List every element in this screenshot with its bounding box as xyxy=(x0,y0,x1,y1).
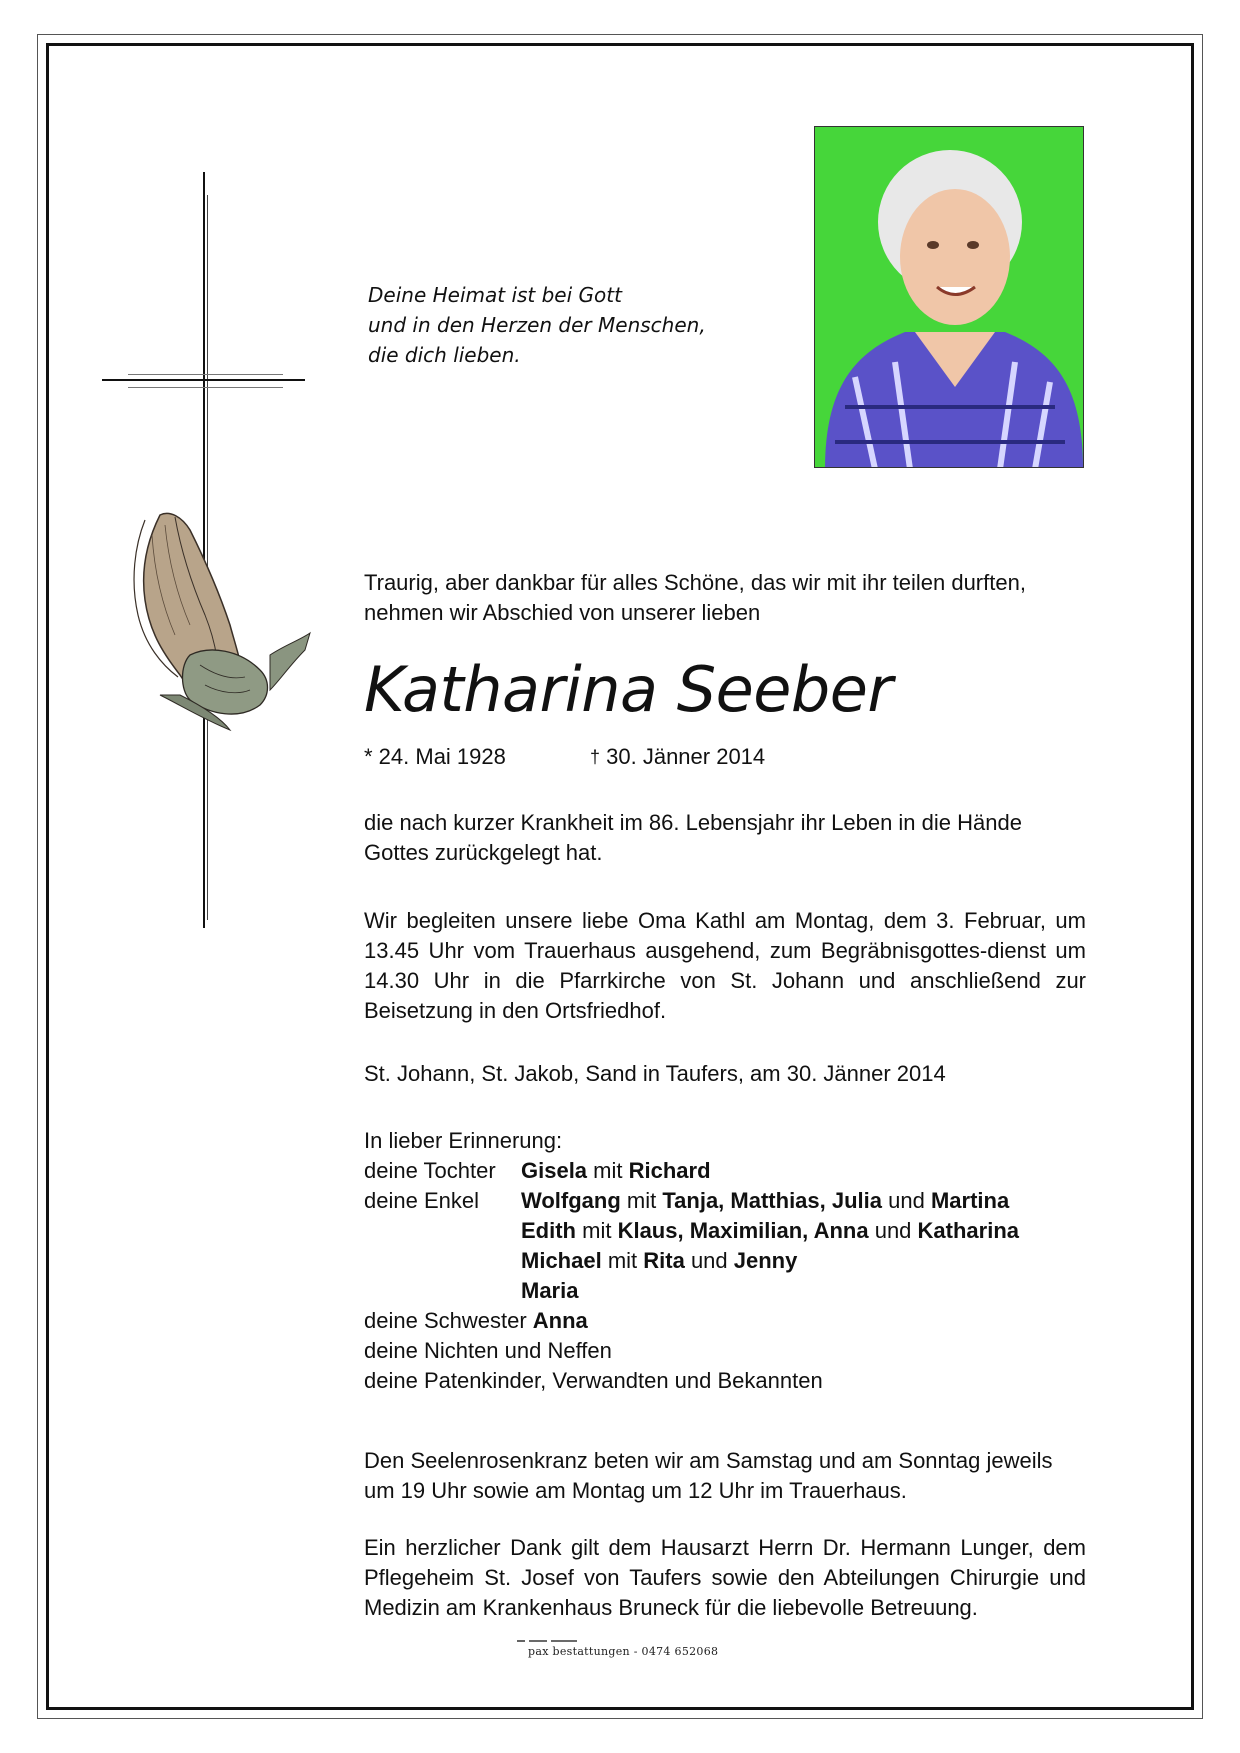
mourner-row-nichten: deine Nichten und Neffen xyxy=(364,1338,612,1363)
portrait-photo xyxy=(814,126,1084,468)
rosary-line: um 19 Uhr sowie am Montag um 12 Uhr im Trauerhaus. xyxy=(364,1478,907,1503)
rosary-line: Den Seelenrosenkranz beten wir am Samstag und am Sonntag jeweils xyxy=(364,1448,1053,1473)
quote-line: Deine Heimat ist bei Gott xyxy=(368,283,622,307)
footer-logo-icon xyxy=(517,1637,587,1645)
mourner-names xyxy=(521,1276,578,1306)
mourner-name: Richard xyxy=(628,1158,711,1183)
thanks-text: Ein herzlicher Dank gilt dem Hausarzt Herrn Dr. Hermann Lunger, dem Pflegeheim St. Josef von Taufers sowie den Abteilungen Chirurgie und Medizin am Krankenhaus Bruneck für die liebevolle Betreuung. xyxy=(364,1535,1086,1620)
mourner-names xyxy=(521,1186,1009,1216)
relation-label: deine Tochter xyxy=(364,1158,496,1183)
mourner-row-schwester xyxy=(364,1306,1086,1336)
deceased-name: Katharina Seeber xyxy=(364,653,893,726)
connector-text: mit xyxy=(587,1158,629,1183)
death-date-value: 30. Jänner 2014 xyxy=(606,744,766,769)
mourner-name: Michael xyxy=(521,1248,602,1273)
footer-text: pax bestattungen - 0474 652068 xyxy=(528,1645,719,1658)
quote-line: die dich lieben. xyxy=(368,343,521,367)
mourner-name: Edith xyxy=(521,1218,576,1243)
place-date: St. Johann, St. Jakob, Sand in Taufers, am 30. Jänner 2014 xyxy=(364,1061,946,1086)
mourner-name: Anna xyxy=(532,1308,588,1333)
mourner-row-enkel xyxy=(364,1186,1086,1216)
connector-text: und xyxy=(684,1248,734,1273)
death-symbol: † xyxy=(590,747,601,767)
connector-text: mit xyxy=(576,1218,618,1243)
mourner-name: Martina xyxy=(930,1188,1010,1213)
intro-text xyxy=(364,568,1086,628)
portrait-image xyxy=(815,127,1084,468)
mourner-name: Klaus, Maximilian, Anna xyxy=(617,1218,869,1243)
mourner-name: Maria xyxy=(521,1278,579,1303)
mourner-row-paten: deine Patenkinder, Verwandten und Bekannten xyxy=(364,1368,823,1393)
mourner-row-enkel xyxy=(364,1246,1086,1276)
birth-date: * 24. Mai 1928 xyxy=(364,744,506,769)
mourner-name: Jenny xyxy=(733,1248,798,1273)
connector-text: und xyxy=(868,1218,918,1243)
mourner-row-enkel xyxy=(364,1216,1086,1246)
connector-text: und xyxy=(882,1188,931,1213)
mourner-name: Tanja, Matthias, Julia xyxy=(662,1188,883,1213)
connector-text: mit xyxy=(601,1248,644,1273)
funeral-text: Wir begleiten unsere liebe Oma Kathl am Montag, dem 3. Februar, um 13.45 Uhr vom Trauerhaus ausgehend, zum Begräbnisgottes-dienst um 14.30 Uhr in die Pfarrkirche von St. Johann und anschließend zur Beisetzung in den Ortsfriedhof. xyxy=(364,908,1086,1023)
mourner-names xyxy=(521,1246,797,1276)
connector-text: mit xyxy=(620,1188,663,1213)
mourner-name: Katharina xyxy=(917,1218,1020,1243)
mourner-name: Rita xyxy=(643,1248,685,1273)
relation-label: deine Enkel xyxy=(364,1188,479,1213)
passage-text: die nach kurzer Krankheit im 86. Lebensjahr ihr Leben in die Hände Gottes zurückgelegt hat. xyxy=(364,810,1022,865)
quote xyxy=(368,280,706,370)
intro-line: Traurig, aber dankbar für alles Schöne, das wir mit ihr teilen durften, xyxy=(364,570,1026,595)
mourner-name: Wolfgang xyxy=(521,1188,621,1213)
rosary-text xyxy=(364,1446,1086,1506)
mourner-names xyxy=(521,1216,1019,1246)
death-date xyxy=(590,742,765,772)
quote-line: und in den Herzen der Menschen, xyxy=(368,313,706,337)
praying-hands-icon xyxy=(120,505,315,735)
mourner-row-tochter xyxy=(364,1156,1086,1186)
mourners-heading: In lieber Erinnerung: xyxy=(364,1128,563,1153)
relation-label: deine Schwester xyxy=(364,1308,527,1333)
intro-line: nehmen wir Abschied von unserer lieben xyxy=(364,600,761,625)
mourner-row-enkel xyxy=(364,1276,1086,1306)
mourner-name: Gisela xyxy=(521,1158,588,1183)
mourner-names xyxy=(521,1156,711,1186)
mourners-list xyxy=(364,1126,1086,1396)
